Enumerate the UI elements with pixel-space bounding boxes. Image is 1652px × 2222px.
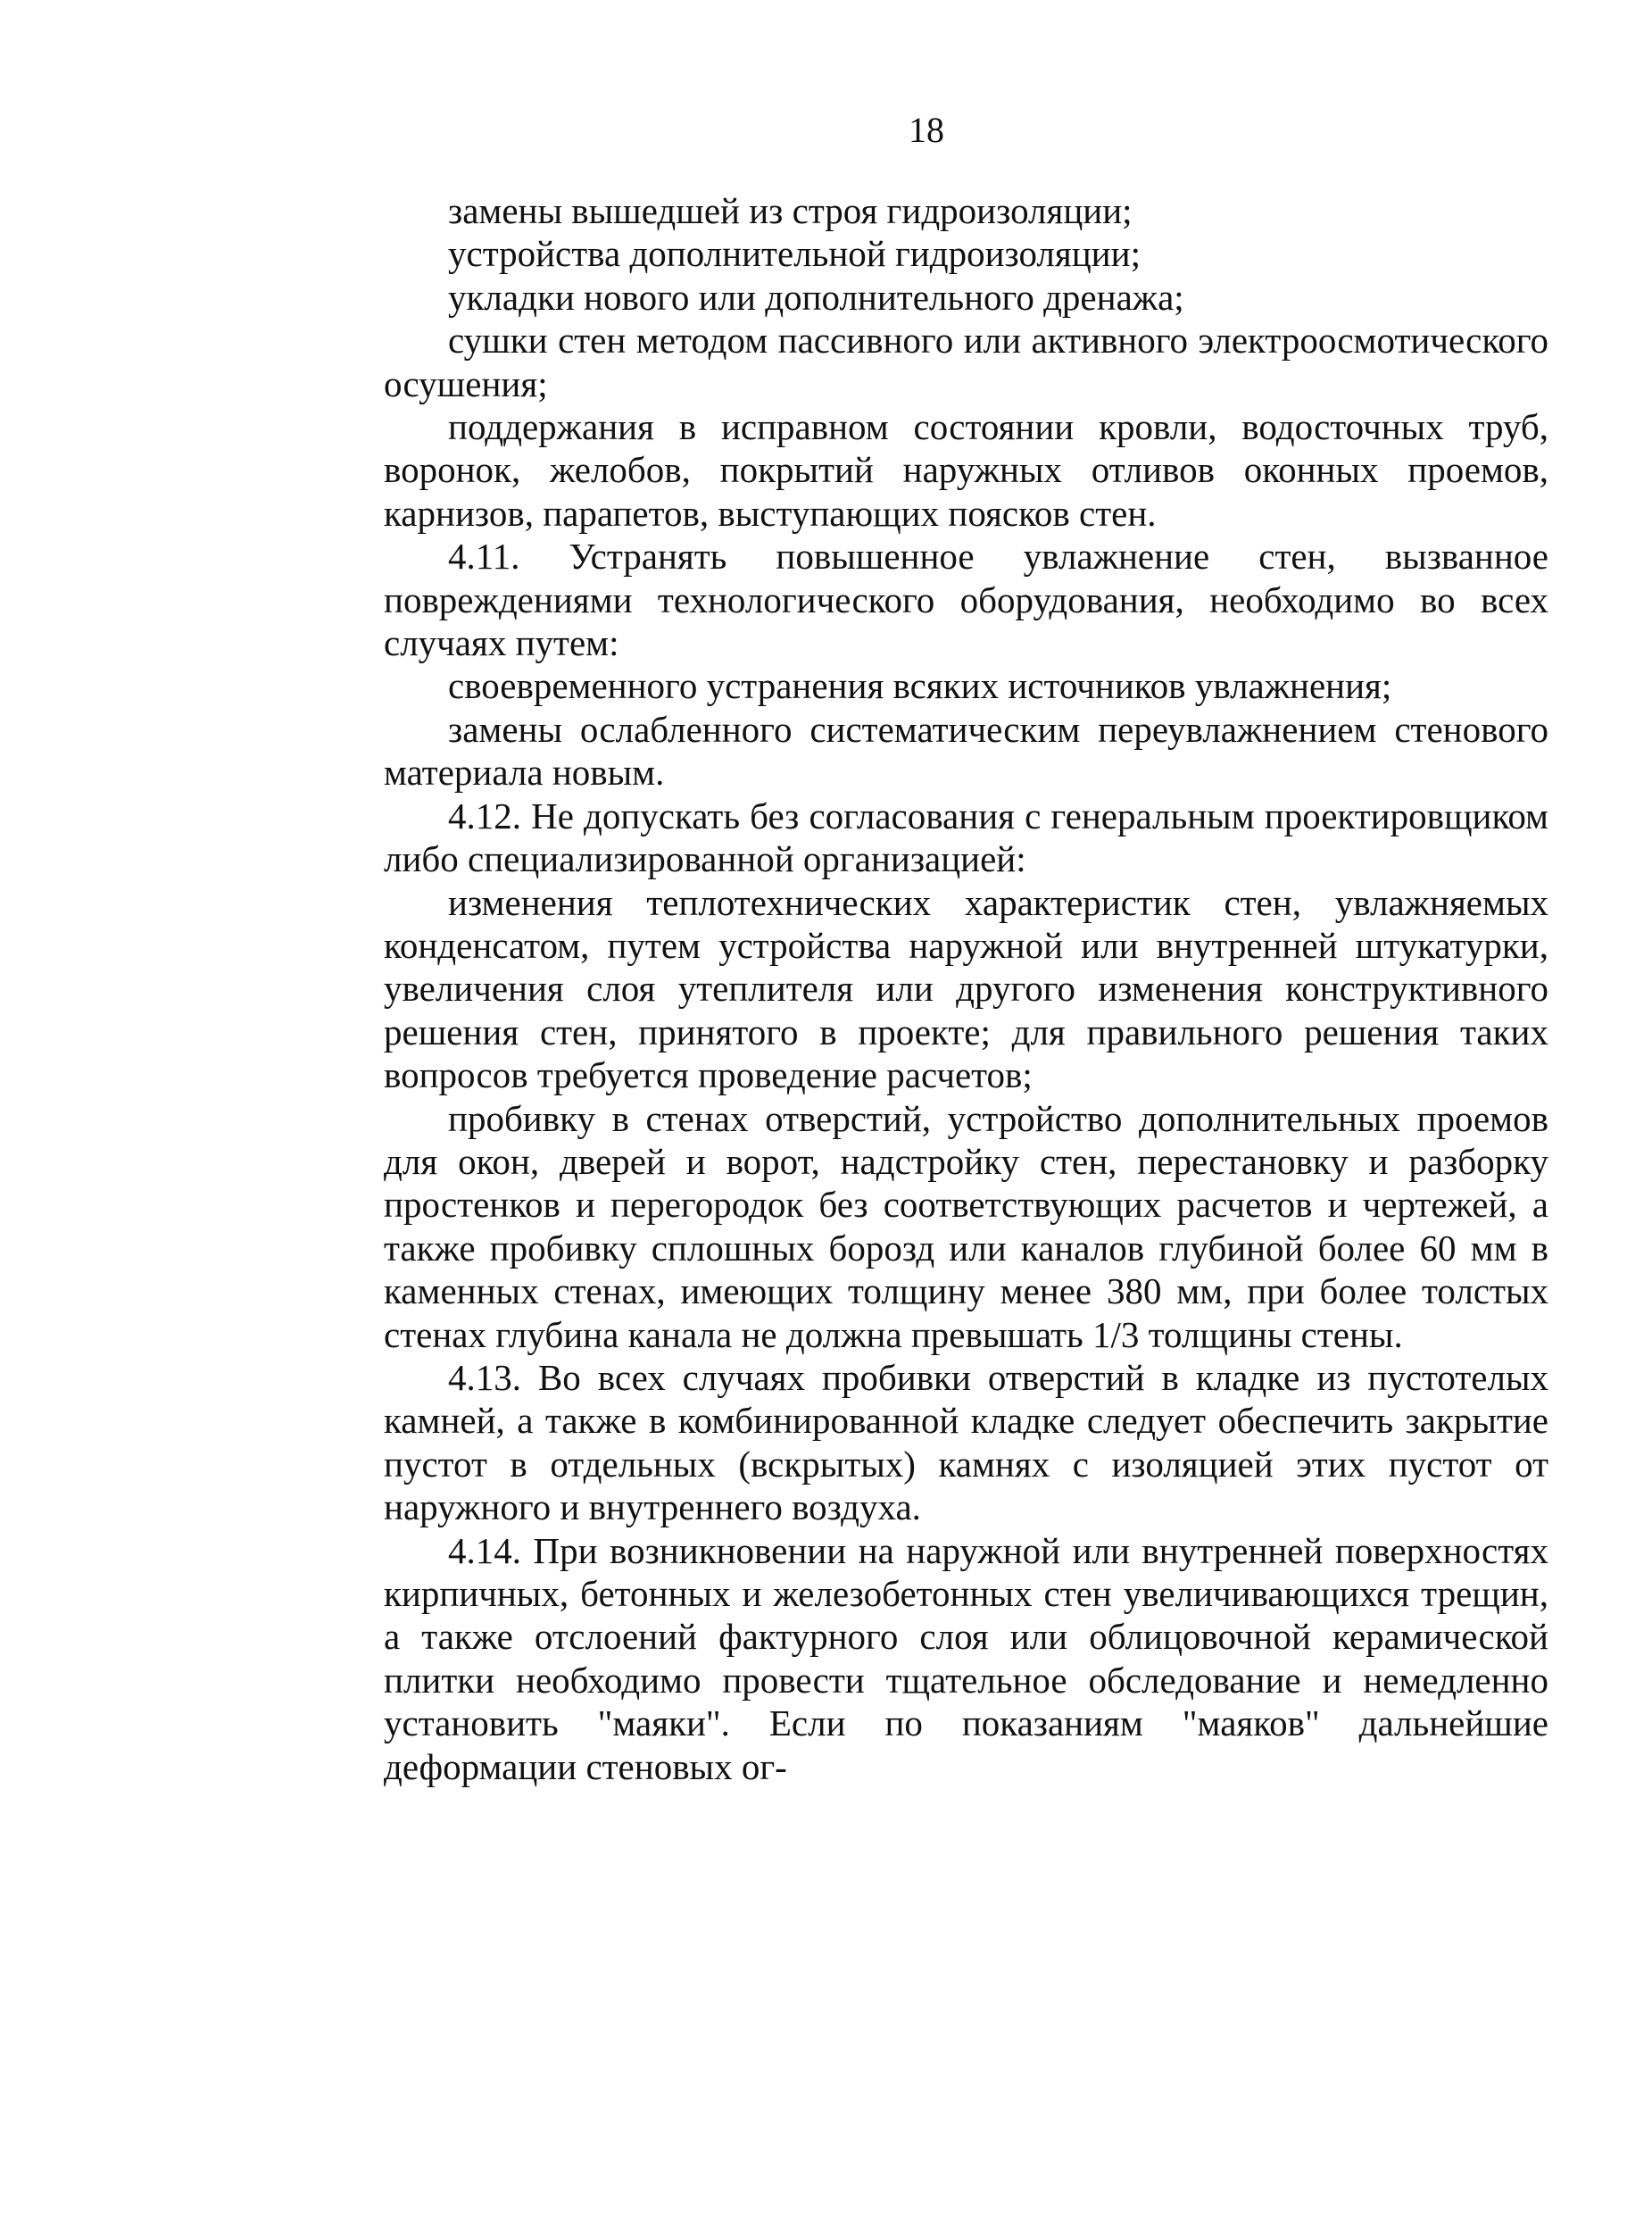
paragraph: поддержания в исправном состоянии кровли, водосточных труб, воронок, желобов, покрытий наружных отливов оконных проемов, карнизов, парапетов, выступающих поясков стен. — [384, 406, 1548, 534]
page-number: 18 — [909, 110, 944, 150]
paragraph: 4.13. Во всех случаях пробивки отверстий в кладке из пустотелых камней, а также в комбинированной кладке следует обеспечить закрытие пустот в отдельных (вскрытых) камнях с изоляцией этих пустот от наружного и внутреннего воздуха. — [384, 1356, 1548, 1528]
body-text — [384, 189, 1548, 1788]
paragraph: укладки нового или дополнительного дренажа; — [448, 276, 1184, 318]
paragraph: изменения теплотехнических характеристик стен, увлажняемых конденсатом, путем устройства наружной или внутренней штукатурки, увеличения слоя утеплителя или другого изменения конструктивного решения стен, принятого в проекте; для правильного решения таких вопросов требуется проведение расчетов; — [384, 881, 1548, 1096]
paragraph: сушки стен методом пассивного или активного электроосмотического осушения; — [384, 320, 1548, 404]
paragraph: 4.14. При возникновении на наружной или внутренней поверхностях кирпичных, бетонных и железобетонных стен увеличивающихся трещин, а также отслоений фактурного слоя или облицовочной керамической плитки необходимо провести тщательное обследование и немедленно установить "маяки". Если по показаниям "маяков" дальнейшие деформации стеновых ог- — [384, 1529, 1548, 1787]
paragraph: 4.12. Не допускать без согласования с генеральным проектировщиком либо специализированной организацией: — [384, 795, 1548, 880]
paragraph: замены ослабленного систематическим переувлажнением стенового материала новым. — [384, 708, 1548, 794]
paragraph: 4.11. Устранять повышенное увлажнение стен, вызванное повреждениями технологического оборудования, необходимо во всех случаях путем: — [384, 536, 1548, 664]
paragraph: устройства дополнительной гидроизоляции; — [448, 233, 1141, 275]
paragraph: пробивку в стенах отверстий, устройство дополнительных проемов для окон, дверей и ворот, надстройку стен, перестановку и разборку простенков и перегородок без соответствующих расчетов и чертежей, а также пробивку сплошных борозд или каналов глубиной более 60 мм в каменных стенах, имеющих толщину менее 380 мм, при более толстых стенах глубина канала не должна превышать 1/3 толщины стены. — [384, 1097, 1548, 1355]
paragraph: своевременного устранения всяких источников увлажнения; — [448, 665, 1392, 707]
paragraph: замены вышедшей из строя гидроизоляции; — [448, 190, 1133, 231]
